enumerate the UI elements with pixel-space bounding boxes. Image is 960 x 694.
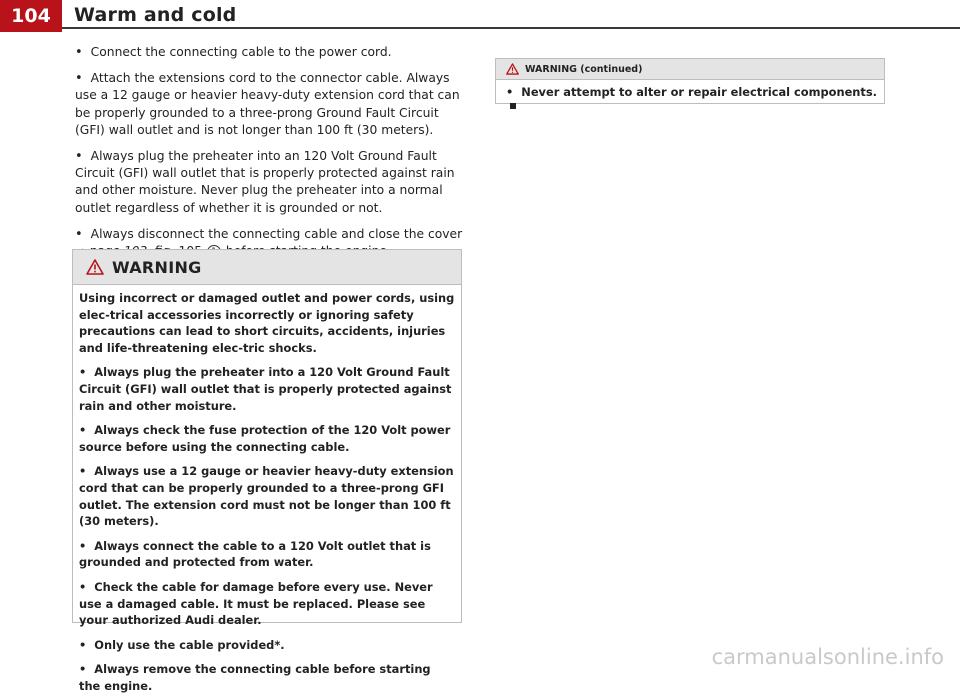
list-item-text: Always plug the preheater into an 120 Volt Ground Fault Circuit (GFI) wall outlet that is properly protected against rain and other moisture. Never plug the preheater into a normal outlet regardless of whether it is grounded or not.: [75, 149, 455, 215]
warning-label: WARNING: [112, 257, 202, 277]
list-item-text: Attach the extensions cord to the connector cable. Always use a 12 gauge or heavier heavy-duty extension cord that can be properly grounded to a three-prong Ground Fault Circuit (GFI) wall outlet and is not longer than 100 ft (30 meters).: [75, 71, 460, 137]
warning-item: [506, 85, 884, 113]
end-of-section-icon: [510, 103, 516, 109]
warning-item-text: Always use a 12 gauge or heavier heavy-duty extension cord that can be properly grounded to a three-prong GFI outlet. The extension cord must not be longer than 100 ft (30 meters).: [79, 464, 454, 529]
warning-continued-box: [495, 58, 885, 104]
header-rule: [62, 27, 960, 29]
bullet-icon: •: [506, 85, 514, 99]
list-item: [75, 70, 467, 139]
list-item: [75, 148, 467, 217]
page-title: Warm and cold: [74, 4, 237, 26]
bullet-icon: •: [79, 637, 87, 652]
warning-continued-header: [496, 59, 884, 80]
warning-item: [79, 579, 455, 629]
warning-intro: Using incorrect or damaged outlet and power cords, using elec-trical accessories incorrectly or ignoring safety precautions can lead to short circuits, accidents, injuries and life-threatening elec-tric shocks.: [79, 291, 455, 355]
warning-item: [79, 661, 455, 694]
warning-item: [79, 422, 455, 455]
warning-item-text: Only use the cable provided*.: [94, 637, 285, 652]
bullet-icon: •: [75, 149, 83, 165]
warning-item: [79, 538, 455, 571]
warning-triangle-icon: [506, 63, 519, 75]
list-item-text: Always disconnect the connecting cable and close the cover: [90, 226, 463, 241]
warning-item: [79, 463, 455, 529]
bullet-icon: •: [79, 579, 87, 594]
left-column: [75, 44, 467, 269]
page-number: 104: [0, 0, 62, 32]
bullet-icon: •: [79, 538, 87, 553]
warning-continued-label: WARNING (continued): [525, 63, 643, 75]
bullet-icon: •: [79, 662, 87, 677]
bullet-icon: •: [75, 71, 83, 87]
warning-item: [79, 637, 455, 654]
warning-item-text: Always plug the preheater into a 120 Volt Ground Fault Circuit (GFI) wall outlet that is properly protected against rain and other moisture.: [79, 365, 452, 413]
list-item-text: Connect the connecting cable to the power cord.: [90, 45, 392, 59]
warning-item-text: Always check the fuse protection of the 120 Volt power source before using the connecting cable.: [79, 423, 451, 454]
bullet-icon: •: [79, 464, 87, 479]
watermark: carmanualsonline.info: [711, 645, 944, 669]
warning-item-text: Check the cable for damage before every use. Never use a damaged cable. It must be replaced. Please see your authorized Audi dealer.: [79, 579, 433, 628]
list-item: [75, 44, 467, 61]
warning-header: [73, 250, 461, 285]
bullet-icon: •: [79, 365, 87, 380]
warning-triangle-icon: [86, 259, 104, 275]
warning-body: [73, 285, 461, 694]
warning-box: [72, 249, 462, 693]
warning-item-text: Never attempt to alter or repair electrical components.: [521, 85, 877, 99]
bullet-icon: •: [79, 423, 87, 438]
warning-item: [79, 364, 455, 414]
bullet-icon: •: [75, 226, 83, 242]
warning-item-text: Always remove the connecting cable before starting the engine.: [79, 662, 431, 693]
bullet-icon: •: [75, 45, 83, 60]
warning-item-text: Always connect the cable to a 120 Volt outlet that is grounded and protected from water.: [79, 538, 431, 570]
